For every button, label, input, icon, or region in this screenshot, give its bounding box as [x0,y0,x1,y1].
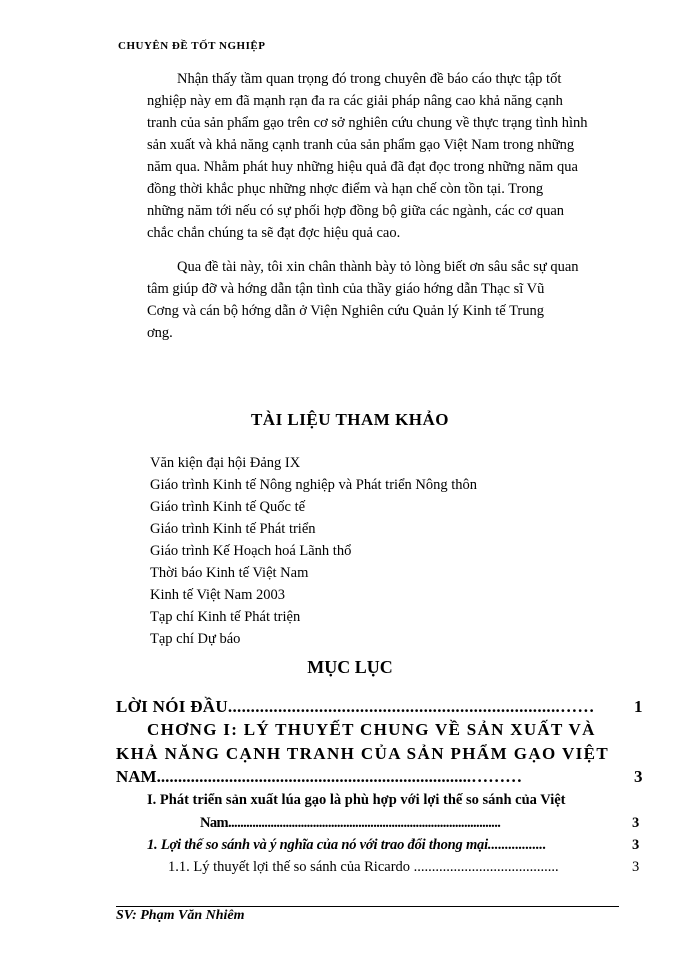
paragraph-line: năm qua. Nhằm phát huy những hiệu quả đã đạt đọc trong những năm qua [147,159,578,175]
reference-item: Giáo trình Kinh tế Phát triển [150,521,316,537]
toc-entry-text: I. Phát triển sản xuất lúa gạo là phù hợp với lợi thế so sánh của Việt [147,792,566,808]
toc-entry-text: NAM..........................................................................……… [116,767,523,786]
reference-item: Giáo trình Kinh tế Quốc tế [150,499,306,515]
paragraph-line: những năm tới nếu có sự phối hợp đồng bộ giữa các ngành, các cơ quan [147,203,565,219]
toc-page-number: 3 [634,767,643,786]
paragraph-line: chắc chắn chúng ta sẽ đạt đợc hiệu quả cao. [147,225,401,241]
paragraph-line: Qua đề tài này, tôi xin chân thành bày tỏ lòng biết ơn sâu sắc sự quan [177,259,579,275]
toc-entry-text: CHƠNG I: LÝ THUYẾT CHUNG VỀ SẢN XUẤT VÀ [147,720,596,739]
footer-divider [116,906,619,907]
paragraph-line: ơng. [147,325,173,341]
toc-title: MỤC LỤC [307,657,393,677]
reference-item: Tạp chí Dự báo [150,631,241,647]
reference-item: Tạp chí Kinh tế Phát triện [150,609,301,625]
toc-entry-text: 1. Lợi thế so sánh và ý nghĩa của nó với trao đổi thong mại................. [147,837,547,853]
paragraph-line: Cơng và cán bộ hớng dẫn ở Viện Nghiên cứu Quản lý Kinh tế Trung [147,303,545,319]
body-paragraph-1 [147,68,619,244]
paragraph-line: Nhận thấy tầm quan trọng đó trong chuyên đề báo cáo thực tập tốt [177,71,562,87]
toc-page-number: 3 [632,859,640,875]
reference-item: Kinh tế Việt Nam 2003 [150,587,285,603]
toc-entry-text: 1.1. Lý thuyết lợi thế so sánh của Ricardo ........................................ [168,859,559,875]
paragraph-line: sản xuất và khả năng cạnh tranh của sản phẩm gạo Việt Nam trong những [147,137,575,153]
references-title: TÀI LIỆU THAM KHẢO [250,410,450,429]
references-list [150,452,477,650]
toc-page-number: 1 [634,697,643,716]
paragraph-line: nghiệp này em đã mạnh rạn đa ra các giải pháp nâng cao khả năng cạnh [147,93,563,109]
paragraph-line: tâm giúp đỡ và hớng dẫn tận tình của thầy giáo hớng dẫn Thạc sĩ Vũ [147,281,545,297]
paragraph-line: tranh của sản phẩm gạo trên cơ sở nghiên cứu chung về thực trạng tình hình [147,115,588,131]
reference-item: Giáo trình Kế Hoạch hoá Lãnh thổ [150,543,352,559]
toc-page-number: 3 [632,815,640,831]
toc-entry-text: Nam.......................................................................................... [200,815,501,831]
reference-item: Văn kiện đại hội Đảng IX [150,455,301,471]
body-paragraph-2 [147,256,619,344]
paragraph-line: đồng thời khắc phục những nhợc điểm và hạn chế còn tồn tại. Trong [147,181,544,197]
reference-item: Giáo trình Kinh tế Nông nghiệp và Phát triển Nông thôn [150,477,478,493]
page-header: CHUYÊN ĐỀ TỐT NGHIỆP [118,40,266,52]
toc-entry-text: KHẢ NĂNG CẠNH TRANH CỦA SẢN PHẨM GẠO VIỆT [116,744,610,763]
toc-page-number: 3 [632,837,640,853]
footer-author: SV: Phạm Văn Nhiêm [116,908,245,923]
toc-entry-text: LỜI NÓI ĐẦU.........................................................................…… [116,697,595,716]
reference-item: Thời báo Kinh tế Việt Nam [150,565,309,581]
